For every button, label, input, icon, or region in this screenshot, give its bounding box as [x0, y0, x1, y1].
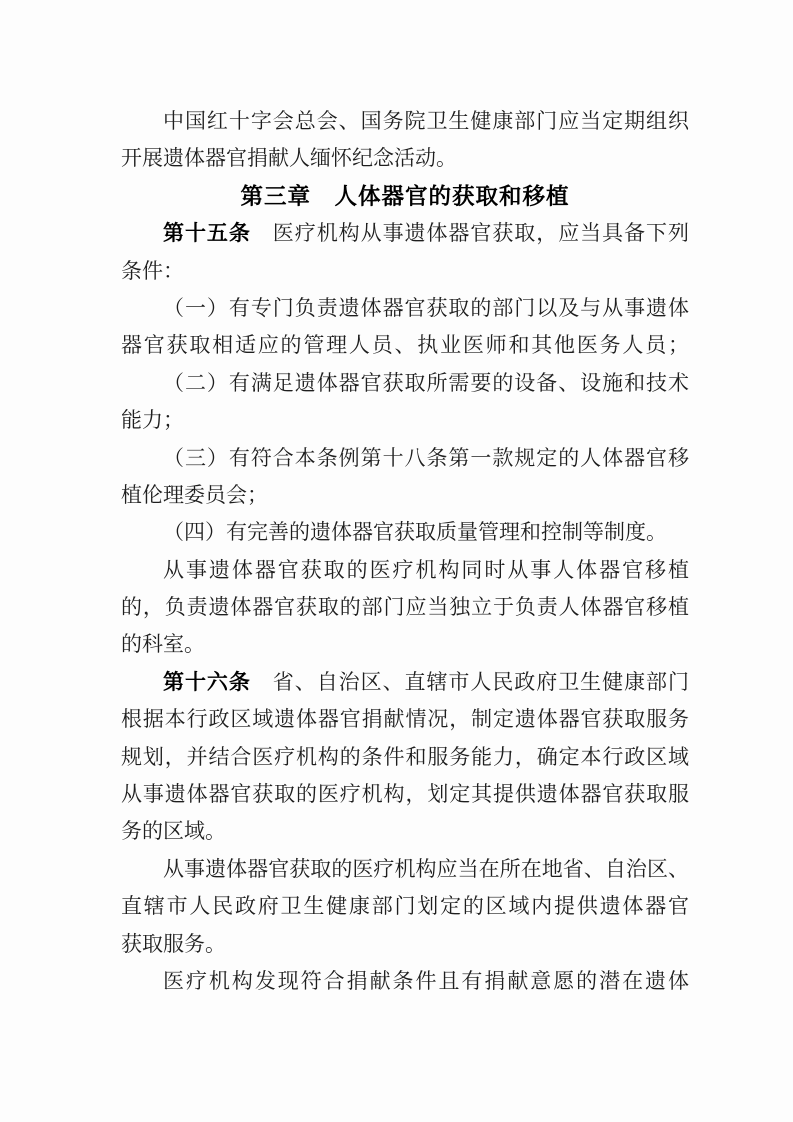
paragraph-line: 医疗机构发现符合捐献条件且有捐献意愿的潜在遗体 — [163, 968, 689, 993]
item-3-line: （三）有符合本条例第十八条第一款规定的人体器官移 — [163, 445, 689, 470]
paragraph-line: 从事遗体器官获取的医疗机构，划定其提供遗体器官获取服 — [121, 782, 689, 807]
paragraph-line: 的，负责遗体器官获取的部门应当独立于负责人体器官移植 — [121, 595, 689, 620]
paragraph-line: 获取服务。 — [121, 931, 226, 956]
paragraph-line: 条件： — [121, 258, 184, 283]
item-1-line: （一）有专门负责遗体器官获取的部门以及与从事遗体 — [163, 295, 689, 320]
article-number: 第十五条 — [163, 222, 251, 246]
paragraph-text: 省、自治区、直辖市人民政府卫生健康部门 — [250, 669, 689, 694]
document-text-column — [121, 103, 689, 1000]
article-15-first-line — [121, 215, 689, 252]
paragraph-line: 从事遗体器官获取的医疗机构应当在所在地省、自治区、 — [163, 856, 689, 881]
paragraph-line: 根据本行政区域遗体器官捐献情况，制定遗体器官获取服务 — [121, 707, 689, 732]
paragraph-line: 直辖市人民政府卫生健康部门划定的区域内提供遗体器官 — [121, 894, 689, 919]
chapter-heading: 第三章 人体器官的获取和移植 — [240, 183, 570, 209]
article-16-first-line — [121, 664, 689, 701]
paragraph-line: 中国红十字会总会、国务院卫生健康部门应当定期组织 — [163, 109, 689, 133]
item-2-line: 能力； — [121, 408, 184, 433]
item-2-line: （二）有满足遗体器官获取所需要的设备、设施和技术 — [163, 370, 689, 395]
article-number: 第十六条 — [163, 670, 251, 694]
paragraph-line: 开展遗体器官捐献人缅怀纪念活动。 — [121, 146, 457, 171]
paragraph-text: 医疗机构从事遗体器官获取，应当具备下列 — [250, 221, 689, 246]
paragraph-line: 从事遗体器官获取的医疗机构同时从事人体器官移植 — [163, 557, 689, 582]
item-4-line: （四）有完善的遗体器官获取质量管理和控制等制度。 — [163, 520, 667, 545]
paragraph-line: 务的区域。 — [121, 819, 226, 844]
paragraph-line: 的科室。 — [121, 632, 205, 657]
item-1-line: 器官获取相适应的管理人员、执业医师和其他医务人员； — [121, 333, 689, 358]
paragraph-line: 规划，并结合医疗机构的条件和服务能力，确定本行政区域 — [121, 744, 689, 769]
item-3-line: 植伦理委员会； — [121, 482, 268, 507]
